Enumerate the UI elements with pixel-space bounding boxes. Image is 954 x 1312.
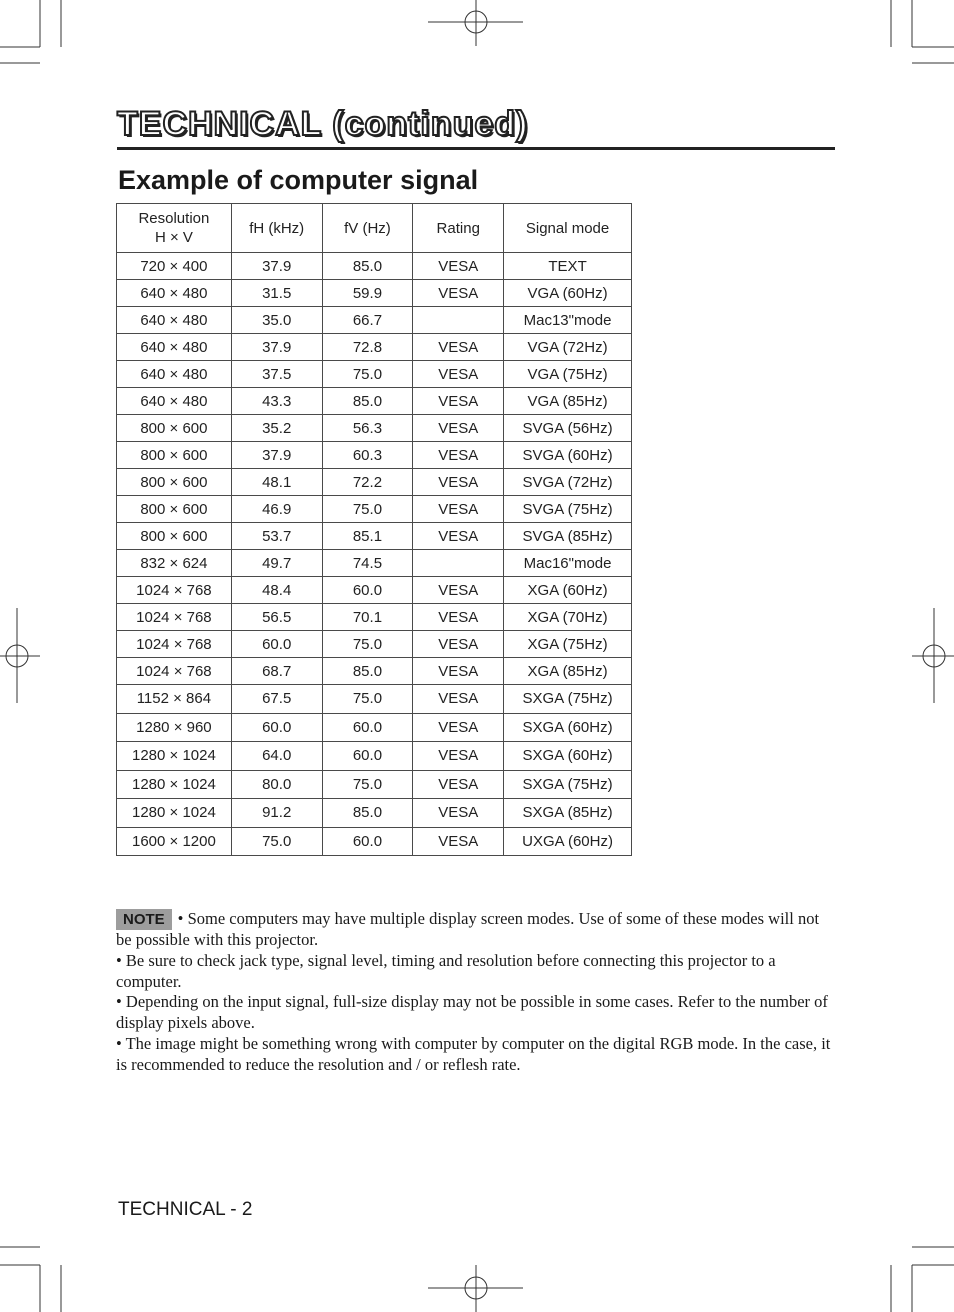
column-header-line: H × V: [154, 229, 193, 246]
cell-signal-mode: SXGA (75Hz): [504, 685, 632, 714]
cell-resolution: 640 × 480: [117, 388, 232, 415]
cell-fh: 48.4: [231, 577, 322, 604]
column-header-fh: fH (kHz): [231, 204, 322, 253]
cell-resolution: 640 × 480: [117, 334, 232, 361]
table-row: [117, 799, 632, 828]
cell-fv: 60.0: [322, 742, 413, 771]
cell-signal-mode: VGA (85Hz): [504, 388, 632, 415]
section-title: Example of computer signal: [118, 165, 479, 195]
cell-fh: 60.0: [231, 713, 322, 742]
cell-fh: 37.5: [231, 361, 322, 388]
table-row: [117, 442, 632, 469]
cell-resolution: 832 × 624: [117, 550, 232, 577]
cell-signal-mode: VGA (72Hz): [504, 334, 632, 361]
cell-rating: VESA: [413, 604, 504, 631]
cell-rating: VESA: [413, 334, 504, 361]
cell-signal-mode: XGA (70Hz): [504, 604, 632, 631]
cell-fh: 37.9: [231, 253, 322, 280]
table-row: [117, 334, 632, 361]
cell-rating: [413, 307, 504, 334]
table-row: [117, 361, 632, 388]
cell-fh: 35.0: [231, 307, 322, 334]
cell-rating: VESA: [413, 770, 504, 799]
cell-fv: 75.0: [322, 685, 413, 714]
cell-rating: VESA: [413, 469, 504, 496]
table-row: [117, 577, 632, 604]
table-row: [117, 253, 632, 280]
page-number: TECHNICAL - 2: [118, 1199, 253, 1220]
cell-fh: 75.0: [231, 827, 322, 856]
table-row: [117, 742, 632, 771]
column-header-rating: Rating: [413, 204, 504, 253]
cell-resolution: 1024 × 768: [117, 577, 232, 604]
cell-resolution: 800 × 600: [117, 469, 232, 496]
cell-fv: 74.5: [322, 550, 413, 577]
cell-rating: VESA: [413, 827, 504, 856]
cell-rating: VESA: [413, 631, 504, 658]
computer-signal-table: [116, 203, 632, 856]
cell-fv: 75.0: [322, 631, 413, 658]
cell-fv: 60.0: [322, 827, 413, 856]
page-header: [117, 104, 835, 150]
cell-fh: 43.3: [231, 388, 322, 415]
cell-fh: 56.5: [231, 604, 322, 631]
cell-resolution: 800 × 600: [117, 442, 232, 469]
cell-signal-mode: XGA (60Hz): [504, 577, 632, 604]
note-block: [116, 909, 838, 1076]
cell-fv: 60.0: [322, 577, 413, 604]
cell-rating: VESA: [413, 685, 504, 714]
cell-signal-mode: VGA (60Hz): [504, 280, 632, 307]
cell-rating: VESA: [413, 658, 504, 685]
cell-signal-mode: TEXT: [504, 253, 632, 280]
cell-fv: 56.3: [322, 415, 413, 442]
cell-rating: VESA: [413, 388, 504, 415]
cell-signal-mode: VGA (75Hz): [504, 361, 632, 388]
cell-resolution: 1024 × 768: [117, 631, 232, 658]
cell-fv: 72.2: [322, 469, 413, 496]
cell-signal-mode: SVGA (60Hz): [504, 442, 632, 469]
cell-fv: 85.0: [322, 658, 413, 685]
table-row: [117, 523, 632, 550]
cell-signal-mode: SXGA (75Hz): [504, 770, 632, 799]
cell-resolution: 640 × 480: [117, 307, 232, 334]
cell-fh: 37.9: [231, 442, 322, 469]
cell-resolution: 720 × 400: [117, 253, 232, 280]
table-row: [117, 415, 632, 442]
column-header-fv: fV (Hz): [322, 204, 413, 253]
cell-signal-mode: SVGA (75Hz): [504, 496, 632, 523]
column-header-line: Resolution: [138, 210, 210, 227]
table-row: [117, 604, 632, 631]
cell-rating: VESA: [413, 799, 504, 828]
cell-signal-mode: Mac13"mode: [504, 307, 632, 334]
cell-signal-mode: SVGA (72Hz): [504, 469, 632, 496]
cell-rating: VESA: [413, 742, 504, 771]
cell-rating: VESA: [413, 577, 504, 604]
cell-fv: 85.0: [322, 388, 413, 415]
table-row: [117, 685, 632, 714]
column-header-resolution: [117, 204, 232, 253]
cell-fh: 60.0: [231, 631, 322, 658]
cell-signal-mode: UXGA (60Hz): [504, 827, 632, 856]
table-row: [117, 496, 632, 523]
table-row: [117, 770, 632, 799]
cell-fv: 72.8: [322, 334, 413, 361]
cell-fh: 80.0: [231, 770, 322, 799]
cell-fh: 48.1: [231, 469, 322, 496]
cell-rating: [413, 550, 504, 577]
table-row: [117, 280, 632, 307]
table-row: [117, 827, 632, 856]
cell-signal-mode: SXGA (60Hz): [504, 713, 632, 742]
column-header-signal-mode: Signal mode: [504, 204, 632, 253]
cell-fh: 64.0: [231, 742, 322, 771]
table-row: [117, 550, 632, 577]
title-rule: [117, 147, 835, 150]
note-paragraph: • The image might be something wrong with computer by computer on the digital RGB mode. In the case, it is recommended to reduce the resolution and / or reflesh rate.: [116, 1033, 831, 1074]
cell-signal-mode: SXGA (85Hz): [504, 799, 632, 828]
cell-fv: 85.0: [322, 799, 413, 828]
cell-fv: 85.0: [322, 253, 413, 280]
note-paragraph: • Depending on the input signal, full-size display may not be possible in some cases. Refer to the number of display pixels above.: [116, 992, 828, 1033]
cell-fh: 49.7: [231, 550, 322, 577]
note-paragraph: • Be sure to check jack type, signal level, timing and resolution before connecting this projector to a computer.: [116, 950, 776, 991]
cell-rating: VESA: [413, 523, 504, 550]
cell-rating: VESA: [413, 496, 504, 523]
cell-fh: 31.5: [231, 280, 322, 307]
table-row: [117, 631, 632, 658]
table-body: [117, 253, 632, 856]
cell-resolution: 1024 × 768: [117, 604, 232, 631]
cell-resolution: 800 × 600: [117, 523, 232, 550]
note-badge: NOTE: [116, 909, 172, 930]
cell-resolution: 800 × 600: [117, 496, 232, 523]
cell-resolution: 1280 × 1024: [117, 799, 232, 828]
cell-resolution: 640 × 480: [117, 280, 232, 307]
cell-fh: 37.9: [231, 334, 322, 361]
cell-fv: 60.3: [322, 442, 413, 469]
cell-resolution: 1280 × 1024: [117, 742, 232, 771]
cell-signal-mode: SXGA (60Hz): [504, 742, 632, 771]
cell-rating: VESA: [413, 280, 504, 307]
table-row: [117, 713, 632, 742]
cell-fv: 59.9: [322, 280, 413, 307]
cell-fv: 75.0: [322, 770, 413, 799]
cell-fv: 75.0: [322, 361, 413, 388]
cell-fh: 91.2: [231, 799, 322, 828]
cell-resolution: 1280 × 1024: [117, 770, 232, 799]
cell-fv: 85.1: [322, 523, 413, 550]
cell-signal-mode: XGA (75Hz): [504, 631, 632, 658]
cell-fv: 75.0: [322, 496, 413, 523]
cell-fh: 46.9: [231, 496, 322, 523]
cell-rating: VESA: [413, 415, 504, 442]
cell-fh: 53.7: [231, 523, 322, 550]
table-header-row: [117, 204, 632, 253]
cell-fv: 66.7: [322, 307, 413, 334]
table-row: [117, 658, 632, 685]
cell-signal-mode: SVGA (56Hz): [504, 415, 632, 442]
table-row: [117, 388, 632, 415]
cell-resolution: 640 × 480: [117, 361, 232, 388]
cell-fh: 67.5: [231, 685, 322, 714]
cell-fh: 68.7: [231, 658, 322, 685]
cell-resolution: 1152 × 864: [117, 685, 232, 714]
cell-signal-mode: Mac16"mode: [504, 550, 632, 577]
cell-resolution: 1600 × 1200: [117, 827, 232, 856]
cell-resolution: 1024 × 768: [117, 658, 232, 685]
cell-rating: VESA: [413, 713, 504, 742]
cell-signal-mode: XGA (85Hz): [504, 658, 632, 685]
cell-fv: 70.1: [322, 604, 413, 631]
cell-fh: 35.2: [231, 415, 322, 442]
note-text: • Some computers may have multiple display screen modes. Use of some of these modes will not be possible with this projector.: [116, 909, 820, 949]
cell-signal-mode: SVGA (85Hz): [504, 523, 632, 550]
cell-resolution: 800 × 600: [117, 415, 232, 442]
cell-rating: VESA: [413, 442, 504, 469]
cell-resolution: 1280 × 960: [117, 713, 232, 742]
cell-rating: VESA: [413, 361, 504, 388]
table-row: [117, 307, 632, 334]
page-title: TECHNICAL (continued): [117, 105, 529, 143]
cell-fv: 60.0: [322, 713, 413, 742]
table-row: [117, 469, 632, 496]
note-paragraph: [116, 909, 838, 951]
cell-rating: VESA: [413, 253, 504, 280]
